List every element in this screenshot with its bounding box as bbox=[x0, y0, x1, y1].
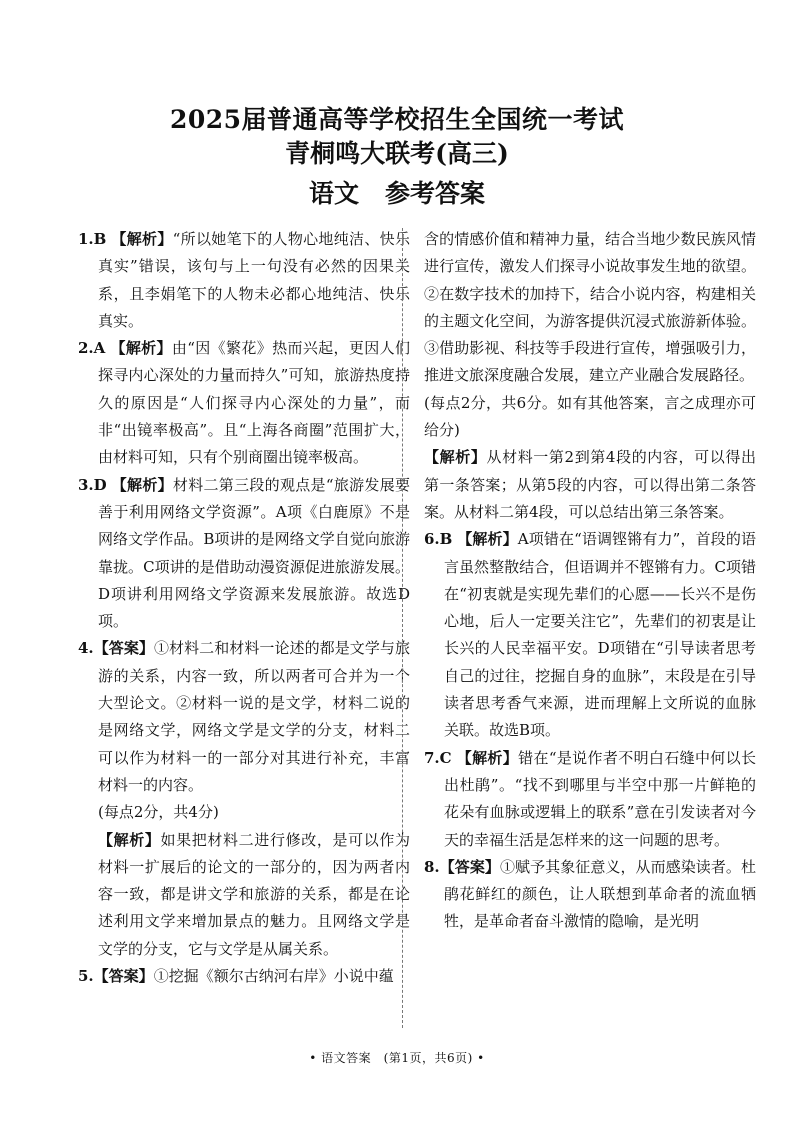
item-number: 4. bbox=[78, 639, 94, 658]
item-text: A项错在“语调铿锵有力”，首段的语言虽然整散结合，但语调并不铿锵有力。C项错在“初衷就是实现先辈们的心愿——长兴不是伤心地，后人一定要关注它”，先辈们的初衷是让长兴的人民幸福平安。D项错在“引导读者思考自己的过往，挖掘自身的血脉”，末段是在引导读者思考香气来源，进而理解上文所说的血脉关联。故选B项。 bbox=[444, 530, 756, 740]
analysis-text: 从材料一第2到第4段的内容，可以得出第一条答案；从第5段的内容，可以得出第二条答案。从材料二第4段，可以总结出第三条答案。 bbox=[424, 448, 756, 521]
left-column bbox=[78, 226, 410, 1030]
item-number: 3.D bbox=[78, 475, 107, 494]
analysis-paragraph bbox=[424, 444, 756, 526]
item-text: “所以她笔下的人物心地纯洁、快乐真实”错误，该句与上一句没有必然的因果关系，且李娟笔下的人物未必都心地纯洁、快乐真实。 bbox=[98, 230, 410, 330]
answer-item-5 bbox=[78, 963, 410, 990]
exam-title: 2025届普通高等学校招生全国统一考试 bbox=[169, 105, 625, 134]
item-number: 5. bbox=[78, 967, 94, 986]
item-text: 由“因《繁花》热而兴起，更因人们探寻内心深处的力量而持久”可知，旅游热度持久的原因是“人们探寻内心深处的力量”，而非“出镜率极高”。且“上海各商圈”范围扩大，由材料可知，只有个别商圈出镜率极高。 bbox=[98, 339, 410, 467]
item-number: 7.C bbox=[424, 748, 452, 767]
answer-item-4 bbox=[78, 635, 410, 799]
answer-tag: 【答案】 bbox=[93, 967, 154, 986]
analysis-tag: 【解析】 bbox=[111, 230, 173, 248]
page-footer: • 语文答案 (第1页，共6页) • bbox=[309, 1051, 485, 1065]
analysis-tag: 【解析】 bbox=[457, 530, 518, 549]
answer-key-title bbox=[0, 178, 794, 210]
exam-subtitle: 青桐鸣大联考(高三) bbox=[285, 139, 509, 168]
analysis-tag: 【解析】 bbox=[110, 339, 172, 358]
answer-tag: 【答案】 bbox=[93, 639, 154, 658]
analysis-tag: 【解析】 bbox=[111, 475, 173, 494]
score-note: (每点2分，共6分。如有其他答案，言之成理亦可给分) bbox=[424, 393, 756, 440]
analysis-paragraph bbox=[78, 827, 410, 963]
analysis-tag: 【解析】 bbox=[98, 830, 161, 849]
item-number: 2.A bbox=[78, 339, 106, 358]
right-column bbox=[424, 226, 756, 1030]
answer-item-1 bbox=[78, 226, 410, 335]
item-text: ①赋予其象征意义，从而感染读者。杜鹃花鲜红的颜色，让人联想到革命者的流血牺牲，是革命者奋斗激情的隐喻，是光明 bbox=[444, 857, 756, 931]
answer-item-2 bbox=[78, 335, 410, 471]
answer-item-5-continued: 含的情感价值和精神力量，结合当地少数民族风情进行宣传，激发人们探寻小说故事发生地的欲望。②在数字技术的加持下，结合小说内容，构建相关的主题文化空间，为游客提供沉浸式旅游新体验。③借助影视、科技等手段进行宣传，增强吸引力，推进文旅深度融合发展，建立产业融合发展路径。 bbox=[424, 230, 756, 385]
item-number: 1.B bbox=[78, 230, 107, 248]
answer-item-6 bbox=[424, 526, 756, 744]
item-number: 6.B bbox=[424, 530, 453, 549]
column-divider bbox=[402, 228, 403, 1028]
doc-type-label: 参考答案 bbox=[385, 179, 486, 208]
answer-item-7 bbox=[424, 745, 756, 854]
item-number: 8. bbox=[424, 857, 440, 876]
score-note: (每点2分，共4分) bbox=[98, 803, 219, 822]
answer-tag: 【答案】 bbox=[439, 857, 500, 876]
analysis-tag: 【解析】 bbox=[424, 448, 487, 467]
analysis-text: 如果把材料二进行修改，是可以作为材料一扩展后的论文的一部分的，因为两者内容一致，都是讲文学和旅游的关系，都是在论述利用文学来增加景点的魅力。且网络文学是文学的分支，它与文学是从属关系。 bbox=[98, 830, 410, 958]
item-text: 错在“是说作者不明白石缝中何以长出杜鹃”。“找不到哪里与半空中那一片鲜艳的花朵有血脉或逻辑上的联系”意在引发读者对今天的幸福生活是怎样来的这一问题的思考。 bbox=[444, 748, 756, 849]
answer-item-8 bbox=[424, 854, 756, 936]
document-header bbox=[0, 104, 794, 210]
analysis-tag: 【解析】 bbox=[456, 748, 519, 767]
item-text: ①材料二和材料一论述的都是文学与旅游的关系，内容一致，所以两者可合并为一个大型论文。②材料一说的是文学，材料二说的是网络文学，网络文学是文学的分支，材料二可以作为材料一的一部分对其进行补充，丰富材料一的内容。 bbox=[98, 639, 410, 794]
answer-item-3 bbox=[78, 472, 410, 636]
subject-label: 语文 bbox=[308, 179, 359, 208]
item-text: 材料二第三段的观点是“旅游发展要善于利用网络文学资源”。A项《白鹿原》不是网络文学作品。B项讲的是网络文学自觉向旅游靠拢。C项讲的是借助动漫资源促进旅游发展。D项讲利用网络文学资源来发展旅游。故选D项。 bbox=[98, 475, 410, 631]
item-text: ①挖掘《额尔古纳河右岸》小说中蕴 bbox=[153, 967, 394, 986]
